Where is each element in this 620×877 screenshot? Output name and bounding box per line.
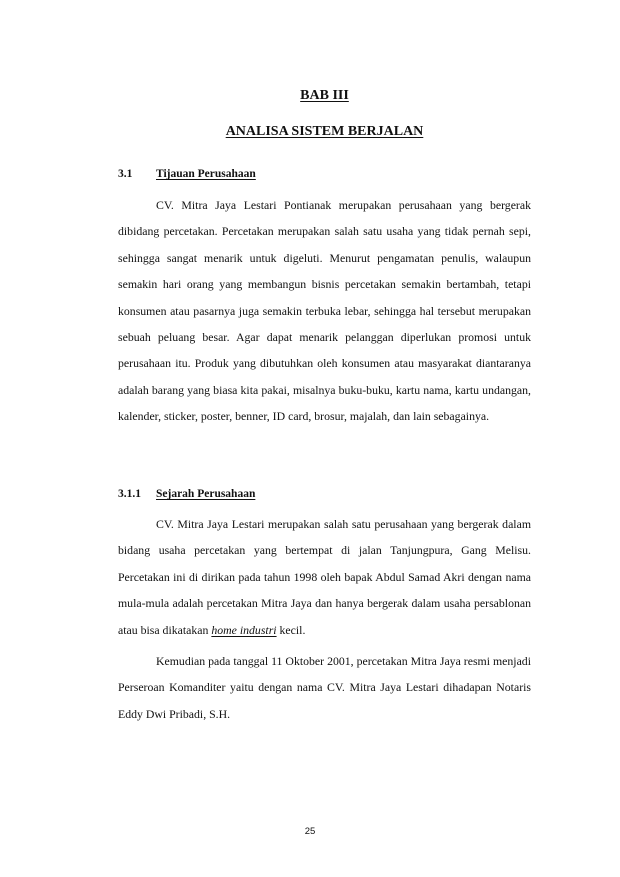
subsection-title: Sejarah Perusahaan (156, 488, 256, 500)
chapter-title: ANALISA SISTEM BERJALAN (225, 124, 424, 139)
subsection-paragraph-2: Kemudian pada tanggal 11 Oktober 2001, percetakan Mitra Jaya resmi menjadi Perseroan Komanditer yaitu dengan nama CV. Mitra Jaya Lestari dihadapan Notaris Eddy Dwi Pribadi, S.H. (118, 654, 531, 721)
subsection-paragraph-1 (118, 511, 531, 643)
chapter-heading: BAB III (300, 88, 349, 103)
section-title: Tijauan Perusahaan (156, 168, 256, 180)
paragraph-text-end: kecil. (276, 622, 306, 637)
italic-term: home industri (211, 622, 277, 637)
subsection-heading (118, 488, 255, 500)
section-heading (118, 168, 256, 180)
section-paragraph: CV. Mitra Jaya Lestari Pontianak merupakan perusahaan yang bergerak dibidang percetakan. Percetakan merupakan salah satu usaha yang tidak pernah sepi, sehingga sangat menarik untuk digeluti. Menurut pengamatan penulis, walaupun semakin hari orang yang membangun bisnis percetakan semakin bertambah, tetapi konsumen atau pasarnya juga semakin terbuka lebar, sehingga hal tersebut merupakan sebuah peluang besar. Agar dapat menarik pelanggan diperlukan promosi untuk perusahaan itu. Produk yang dibutuhkan oleh konsumen atau masyarakat diantaranya adalah barang yang biasa kita pakai, misalnya buku-buku, kartu nama, kartu undangan, kalender, sticker, poster, benner, ID card, brosur, majalah, dan lain sebagainya. (118, 198, 531, 424)
section-number: 3.1 (118, 168, 133, 180)
paragraph-text: CV. Mitra Jaya Lestari merupakan salah satu perusahaan yang bergerak dalam bidang usaha percetakan yang bertempat di jalan Tanjungpura, Gang Melisu. Percetakan ini di dirikan pada tahun 1998 oleh bapak Abdul Samad Akri dengan nama mula-mula adalah percetakan Mitra Jaya dan hanya bergerak dalam usaha persablonan atau bisa dikatakan (118, 517, 531, 637)
subsection-number: 3.1.1 (118, 488, 141, 500)
page-number: 25 (304, 826, 316, 837)
